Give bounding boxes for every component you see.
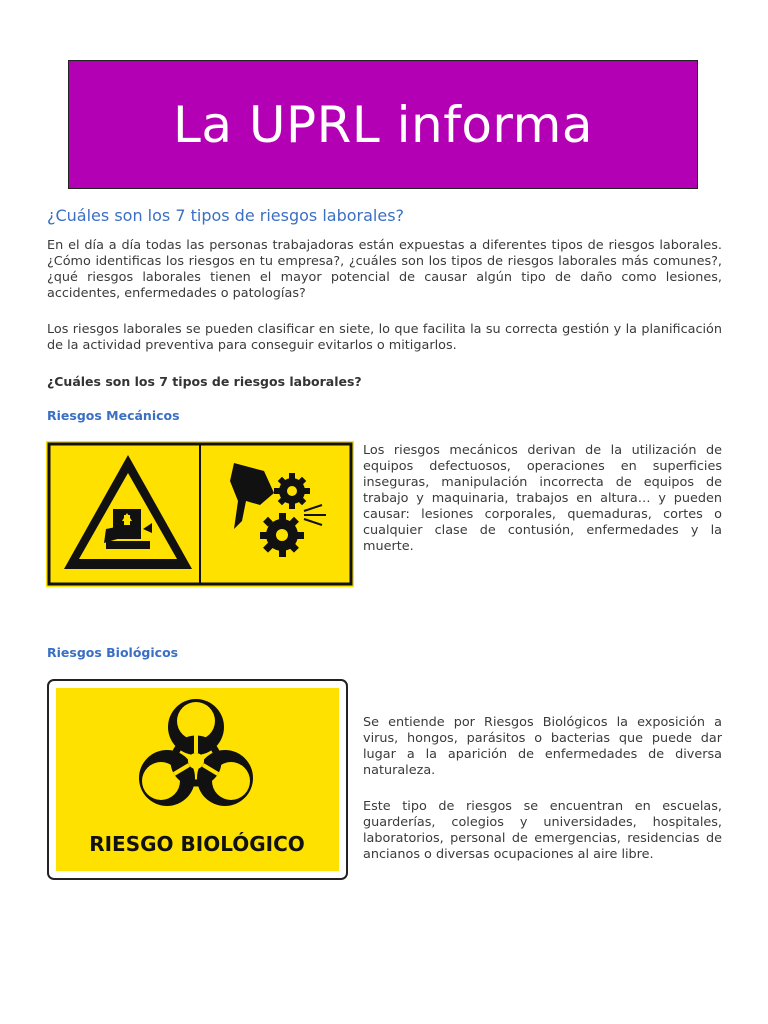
classification-paragraph: Los riesgos laborales se pueden clasificar en siete, lo que facilita la su correcta gestión y la planificación de la actividad preventiva para conseguir evitarlos o mitigarlos. [47, 322, 722, 353]
mechanical-risks-heading: Riesgos Mecánicos [47, 408, 180, 423]
article-heading: ¿Cuáles son los 7 tipos de riesgos laborales? [47, 206, 405, 225]
biohazard-sign-label: RIESGO BIOLÓGICO [89, 832, 305, 856]
biohazard-sign [47, 679, 348, 880]
title-banner [68, 60, 698, 189]
mechanical-hazard-sign [46, 441, 354, 587]
article-subheading: ¿Cuáles son los 7 tipos de riesgos laborales? [47, 374, 362, 389]
intro-paragraph: En el día a día todas las personas trabajadoras están expuestas a diferentes tipos de riesgos laborales. ¿Cómo identificas los riesgos en tu empresa?, ¿cuáles son los tipos de riesgos laborales más comunes?, ¿qué riesgos laborales tienen el mayor potencial de causar algún tipo de daño como lesiones, accidentes, enfermedades o patologías? [47, 238, 722, 301]
page-title: La UPRL informa [173, 95, 593, 154]
biological-risks-definition: Se entiende por Riesgos Biológicos la exposición a virus, hongos, parásitos o bacterias que puede dar lugar a la aparición de enfermedades de diversa naturaleza. [363, 715, 722, 778]
biological-risks-locations: Este tipo de riesgos se encuentran en escuelas, guarderías, colegios y universidades, hospitales, laboratorios, personal de emergencias, residencias de ancianos o diversas ocupaciones al aire libre. [363, 799, 722, 862]
mechanical-risks-text: Los riesgos mecánicos derivan de la utilización de equipos defectuosos, operaciones en superficies inseguras, manipulación incorrecta de equipos de trabajo y maquinaria, trabajos en altura… y pueden causar: lesiones corporales, quemaduras, cortes o cualquier clase de contusión, enfermedades y la muerte. [363, 443, 722, 554]
biological-risks-heading: Riesgos Biológicos [47, 645, 179, 660]
